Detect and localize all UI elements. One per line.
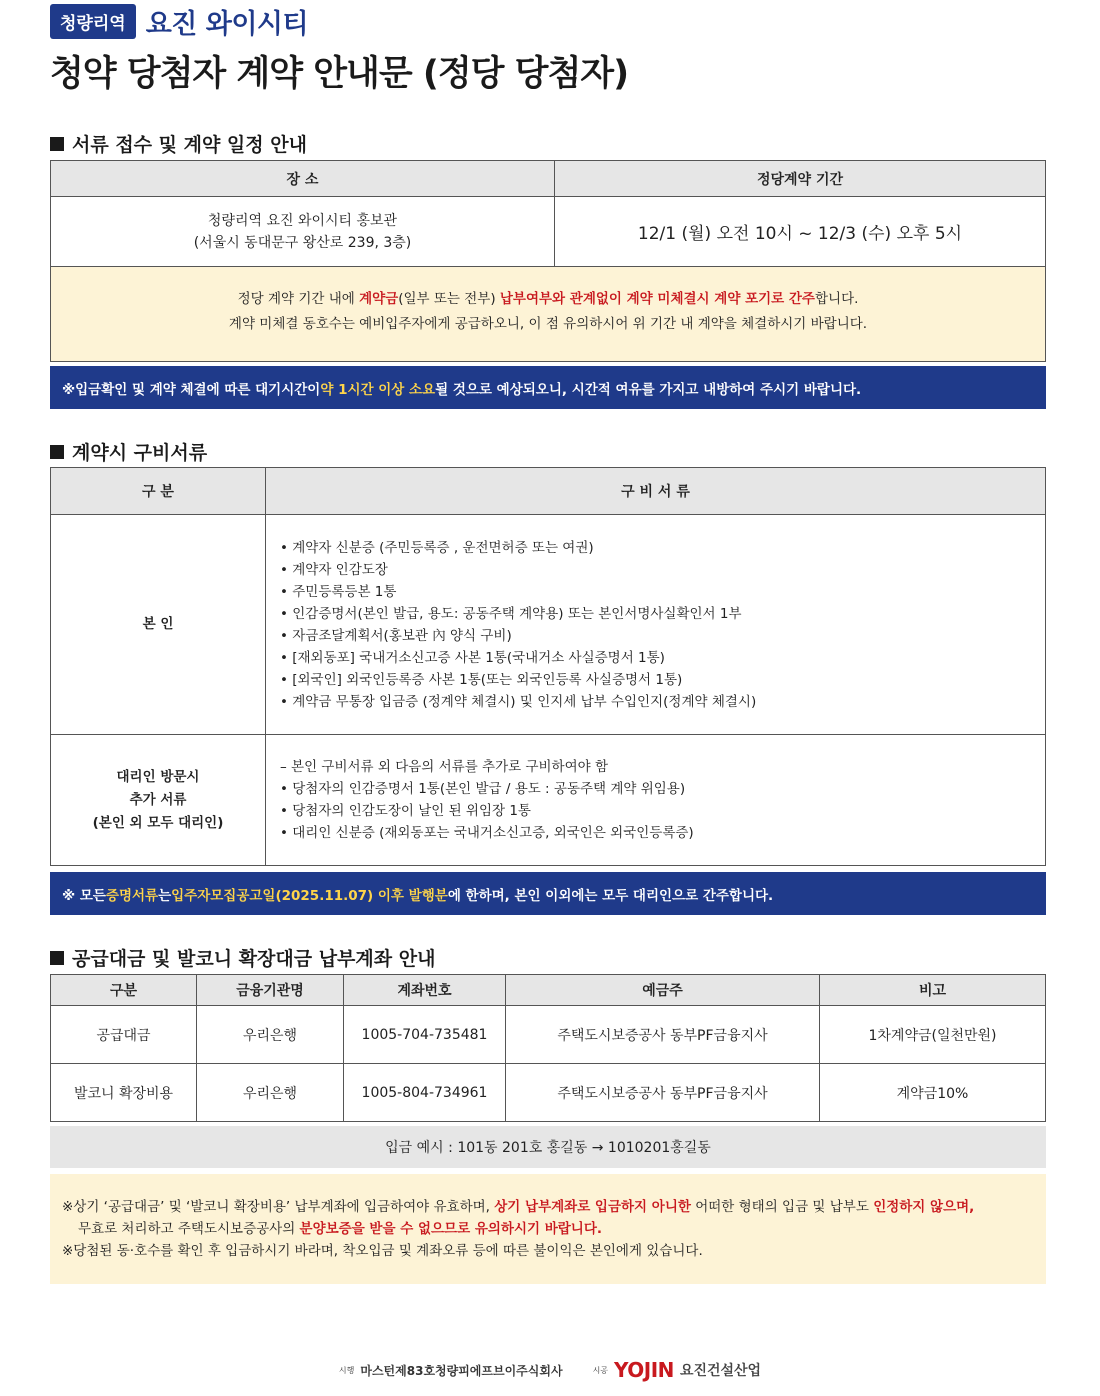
doc-item: • 인감증명서(본인 발급, 용도: 공동주택 계약용) 또는 본인서명사실확인서 1부	[280, 605, 742, 622]
note-highlight: 상기 납부계좌로 입금하지 아니한	[494, 1199, 691, 1215]
square-bullet-icon	[50, 137, 64, 151]
section-title: 서류 접수 및 계약 일정 안내	[72, 134, 307, 156]
footer	[0, 1358, 1100, 1382]
cell-holder: 주택도시보증공사 동부PF금융지사	[506, 1006, 820, 1064]
bar-text: ※ 모든	[62, 887, 106, 904]
notice-highlight: 계약금	[359, 291, 399, 307]
doc-item: • [재외동포] 국내거소신고증 사본 1통(국내거소 사실증명서 1통)	[280, 649, 665, 666]
yojin-logo: YOJIN	[614, 1358, 674, 1382]
proxy-label-line: (본인 외 모두 대리인)	[92, 814, 224, 831]
bar-text: 될 것으로 예상되오니, 시간적 여유를 가지고 내방하여 주시기 바랍니다.	[435, 381, 862, 398]
location-tag: 청량리역	[50, 4, 136, 39]
col-holder: 예금주	[506, 975, 820, 1006]
bar-highlight: 약 1시간 이상 소요	[320, 381, 436, 398]
doc-item: • 대리인 신분증 (재외동포는 국내거소신고증, 외국인은 외국인등록증)	[280, 825, 694, 841]
proxy-docs	[266, 735, 1046, 866]
doc-item: • [외국인] 외국인등록증 사본 1통(또는 외국인등록 사실증명서 1통)	[280, 671, 683, 688]
notice-text: 합니다.	[814, 291, 859, 307]
notice-line-2: 계약 미체결 동호수는 예비입주자에게 공급하오니, 이 점 유의하시어 위 기간 내 계약을 체결하시기 바랍니다.	[228, 316, 868, 332]
section-title: 계약시 구비서류	[72, 442, 208, 464]
note-line-2	[62, 1218, 1046, 1240]
cell-category: 공급대금	[51, 1006, 197, 1064]
bar-highlight: 입주자모집공고일(2025.11.07) 이후 발행분	[171, 887, 448, 904]
proxy-label	[51, 735, 266, 866]
bar-text: 에 한하며, 본인 이외에는 모두 대리인으로 간주합니다.	[447, 887, 774, 904]
notice-line-1	[51, 287, 1045, 312]
period-cell: 12/1 (월) 오전 10시 ~ 12/3 (수) 오후 5시	[555, 197, 1046, 267]
cell-bank: 우리은행	[197, 1006, 344, 1064]
cell-bank: 우리은행	[197, 1064, 344, 1122]
contract-notice	[50, 266, 1046, 362]
section-account-heading	[50, 944, 435, 971]
doc-item: • 주민등록등본 1통	[280, 583, 397, 600]
cell-account: 1005-804-734961	[344, 1064, 506, 1122]
self-docs	[266, 515, 1046, 735]
note-highlight: 인정하지 않으며,	[873, 1199, 975, 1215]
note-line-3: ※당첨된 동·호수를 확인 후 입금하시기 바라며, 착오입금 및 계좌오류 등에 따른 불이익은 본인에게 있습니다.	[62, 1243, 703, 1259]
bar-text: 는	[158, 887, 172, 904]
section-schedule-heading	[50, 130, 307, 157]
table-row	[51, 1064, 1046, 1122]
builder-name: 요진건설산업	[679, 1363, 762, 1379]
cell-account: 1005-704-735481	[344, 1006, 506, 1064]
cell-remark: 1차계약금(일천만원)	[820, 1006, 1046, 1064]
self-label: 본 인	[51, 515, 266, 735]
doc-item: – 본인 구비서류 외 다음의 서류를 추가로 구비하여야 함	[280, 759, 608, 775]
account-notes	[50, 1174, 1046, 1284]
section-title: 공급대금 및 발코니 확장대금 납부계좌 안내	[72, 948, 436, 970]
builder-prefix: 시공	[592, 1365, 609, 1375]
place-address: (서울시 동대문구 왕산로 239, 3층)	[193, 234, 412, 251]
bar-highlight: 증명서류	[105, 887, 159, 904]
doc-item: • 계약자 신분증 (주민등록증 , 운전면허증 또는 여권)	[280, 539, 594, 556]
col-docs: 구 비 서 류	[266, 468, 1046, 515]
place-cell	[51, 197, 555, 267]
bar-text: ※입금확인 및 계약 체결에 따른 대기시간이	[62, 381, 321, 398]
proxy-label-line: 추가 서류	[129, 791, 187, 808]
documents-table	[50, 467, 1046, 866]
cell-holder: 주택도시보증공사 동부PF금융지사	[506, 1064, 820, 1122]
account-table	[50, 974, 1046, 1122]
schedule-table	[50, 160, 1046, 267]
col-bank: 금융기관명	[197, 975, 344, 1006]
note-text: 어떠한 형태의 입금 및 납부도	[690, 1199, 874, 1215]
col-type: 구 분	[51, 468, 266, 515]
developer-prefix: 시행	[338, 1365, 355, 1375]
proxy-label-line: 대리인 방문시	[116, 768, 200, 785]
col-period: 정당계약 기간	[555, 161, 1046, 197]
page-title: 청약 당첨자 계약 안내문 (정당 당첨자)	[50, 54, 629, 94]
note-text: ※상기 ‘공급대금’ 및 ‘발코니 확장비용’ 납부계좌에 입금하여야 유효하며,	[62, 1199, 495, 1215]
deposit-example: 입금 예시 : 101동 201호 홍길동 → 1010201홍길동	[50, 1126, 1046, 1168]
square-bullet-icon	[50, 445, 64, 459]
wait-time-bar	[50, 366, 1046, 409]
certificate-bar	[50, 872, 1046, 915]
square-bullet-icon	[50, 951, 64, 965]
doc-item: • 계약자 인감도장	[280, 561, 388, 578]
place-name: 청량리역 요진 와이시티 홍보관	[207, 212, 398, 229]
notice-text: 정당 계약 기간 내에	[237, 291, 360, 307]
cell-remark: 계약금10%	[820, 1064, 1046, 1122]
brand-name: 요진 와이시티	[145, 8, 309, 40]
developer-name: 마스턴제83호청량피에프브이주식회사	[360, 1363, 563, 1378]
note-highlight: 분양보증을 받을 수 없으므로 유의하시기 바랍니다.	[299, 1221, 603, 1237]
note-line-1	[62, 1196, 1046, 1218]
section-documents-heading	[50, 438, 207, 465]
col-account: 계좌번호	[344, 975, 506, 1006]
doc-item: • 당첨자의 인감증명서 1통(본인 발급 / 용도 : 공동주택 계약 위임용)	[280, 781, 686, 797]
note-text: 무효로 처리하고 주택도시보증공사의	[78, 1221, 300, 1237]
col-category: 구분	[51, 975, 197, 1006]
doc-item: • 계약금 무통장 입금증 (정계약 체결시) 및 인지세 납부 수입인지(정계약 체결시)	[280, 693, 757, 710]
notice-highlight: 납부여부와 관계없이 계약 미체결시 계약 포기로 간주	[499, 291, 815, 307]
col-place: 장 소	[51, 161, 555, 197]
col-remark: 비고	[820, 975, 1046, 1006]
cell-category: 발코니 확장비용	[51, 1064, 197, 1122]
notice-text: (일부 또는 전부)	[398, 291, 500, 307]
doc-item: • 당첨자의 인감도장이 날인 된 위임장 1통	[280, 803, 531, 819]
page-header	[50, 4, 308, 38]
doc-item: • 자금조달계획서(홍보관 內 양식 구비)	[280, 627, 512, 644]
table-row	[51, 1006, 1046, 1064]
